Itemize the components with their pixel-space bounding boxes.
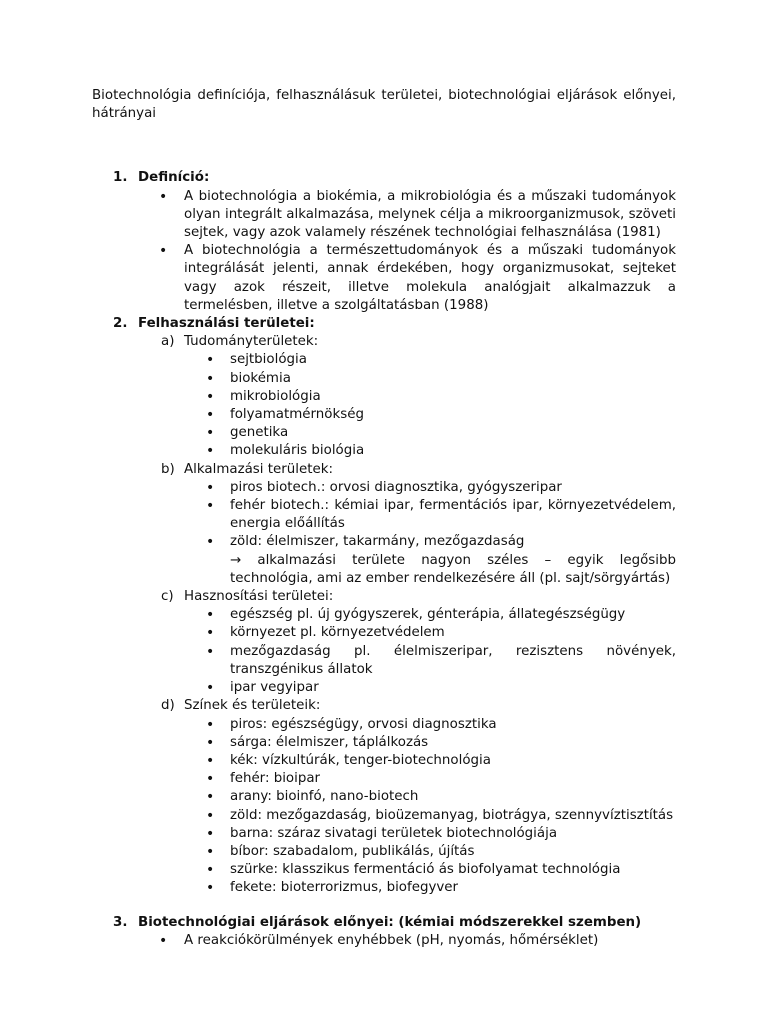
- section-number: 3.: [113, 914, 128, 930]
- bullet-icon: [206, 807, 214, 826]
- subsection-d: [92, 697, 676, 715]
- bullet-icon: [206, 879, 214, 898]
- list-item: [92, 351, 676, 369]
- list-item: [92, 861, 676, 879]
- section-heading-2: [92, 315, 676, 333]
- document-page: [92, 87, 676, 950]
- list-item-text: A biotechnológia a természettudományok és a műszaki tudományok integrálását jelenti, annak érdekében, hogy organizmusokat, sejteket vagy azok részeit, illetve molekula analógjait alkalmazzuk a termelésben, illetve a szolgáltatásban (1988): [184, 243, 676, 313]
- bullet-icon: [206, 406, 214, 425]
- list-item-text: barna: száraz sivatagi területek biotechnológiája: [230, 825, 558, 841]
- list-item-text: egészség pl. új gyógyszerek, génterápia, állategészségügy: [230, 607, 626, 623]
- list-item-text: mikrobiológia: [230, 388, 321, 404]
- list-item: [92, 716, 676, 734]
- list-item: [92, 624, 676, 642]
- list-item: [92, 770, 676, 788]
- bullet-icon: [206, 533, 214, 552]
- bullet-icon: [206, 734, 214, 753]
- bullet-icon: [206, 424, 214, 443]
- list-item-text: fekete: bioterrorizmus, biofegyver: [230, 880, 459, 896]
- subsection-a: [92, 333, 676, 351]
- list-item-text: fehér: bioipar: [230, 771, 321, 787]
- list-item-text: környezet pl. környezetvédelem: [230, 625, 445, 641]
- list-item-text: fehér biotech.: kémiai ipar, fermentációs ipar, környezetvédelem, energia előállítás: [230, 498, 676, 532]
- list-item-text: piros: egészségügy, orvosi diagnosztika: [230, 716, 497, 732]
- document-title: Biotechnológia definíciója, felhasználásuk területei, biotechnológiai eljárások előnyei, hátrányai: [92, 88, 676, 122]
- list-item-text: sárga: élelmiszer, táplálkozás: [230, 734, 429, 750]
- list-item-text: molekuláris biológia: [230, 443, 365, 459]
- bullet-icon: [206, 388, 214, 407]
- list-item: [92, 188, 676, 243]
- list-item-text: biokémia: [230, 370, 291, 386]
- list-item-text: sejtbiológia: [230, 352, 307, 368]
- list-item-text: kék: vízkultúrák, tenger-biotechnológia: [230, 752, 491, 768]
- section-number: 1.: [113, 170, 128, 186]
- bullet-icon: [206, 606, 214, 625]
- list-item: [92, 734, 676, 752]
- list-item: [92, 643, 676, 679]
- bullet-icon: [206, 770, 214, 789]
- list-item-text: zöld: élelmiszer, takarmány, mezőgazdaság: [230, 534, 525, 550]
- bullet-icon: [206, 497, 214, 516]
- list-item: [92, 442, 676, 460]
- list-item: [92, 533, 676, 551]
- bullet-icon: [159, 242, 167, 261]
- subsection-label: Alkalmazási területek:: [184, 461, 333, 477]
- bullet-icon: [206, 788, 214, 807]
- bullet-icon: [206, 861, 214, 880]
- subsection-label: Színek és területeik:: [184, 698, 321, 714]
- bullet-icon: [206, 370, 214, 389]
- bullet-icon: [159, 932, 167, 951]
- list-item-text: folyamatmérnökség: [230, 407, 364, 423]
- list-item-text: ipar vegyipar: [230, 680, 319, 696]
- bullet-icon: [159, 188, 167, 207]
- section-heading-3: [92, 914, 676, 932]
- section-title: Definíció:: [138, 170, 210, 186]
- list-item: [92, 388, 676, 406]
- list-item: [92, 406, 676, 424]
- subsection-letter: a): [161, 334, 175, 350]
- section-number: 2.: [113, 316, 128, 332]
- list-item: [92, 807, 676, 825]
- list-item: [92, 788, 676, 806]
- list-item: [92, 752, 676, 770]
- section-title: Biotechnológiai eljárások előnyei: (kémiai módszerekkel szemben): [138, 914, 642, 930]
- list-item: [92, 879, 676, 897]
- subsection-letter: b): [161, 461, 175, 477]
- bullet-icon: [206, 624, 214, 643]
- list-item-text: zöld: mezőgazdaság, bioüzemanyag, biotrágya, szennyvíztisztítás: [230, 807, 674, 823]
- bullet-icon: [206, 843, 214, 862]
- subsection-letter: d): [161, 698, 175, 714]
- list-item: [92, 679, 676, 697]
- subsection-c: [92, 588, 676, 606]
- list-item: [92, 424, 676, 442]
- subsection-label: Hasznosítási területei:: [184, 589, 334, 605]
- bullet-icon: [206, 825, 214, 844]
- list-item-text: piros biotech.: orvosi diagnosztika, gyógyszeripar: [230, 479, 562, 495]
- list-item: [92, 497, 676, 533]
- bullet-icon: [206, 442, 214, 461]
- list-item-text: bíbor: szabadalom, publikálás, újítás: [230, 843, 475, 859]
- section-heading-1: [92, 169, 676, 187]
- subsection-b: [92, 461, 676, 479]
- list-item-text: arany: bioinfó, nano-biotech: [230, 789, 419, 805]
- list-item-text: A biotechnológia a biokémia, a mikrobiológia és a műszaki tudományok olyan integrált alkalmazása, melynek célja a mikroorganizmusok, szöveti sejtek, vagy azok valamely részének technológiai felhasználása (1981): [184, 188, 676, 241]
- list-item-text: genetika: [230, 425, 289, 441]
- list-item: [92, 242, 676, 315]
- list-item: [92, 479, 676, 497]
- list-item: [92, 370, 676, 388]
- list-item-text: mezőgazdaság pl. élelmiszeripar, rezisztens növények, transzgénikus állatok: [230, 643, 676, 677]
- bullet-icon: [206, 351, 214, 370]
- list-item-text: A reakciókörülmények enyhébbek (pH, nyomás, hőmérséklet): [184, 932, 599, 948]
- bullet-icon: [206, 752, 214, 771]
- list-item: [92, 825, 676, 843]
- section-title: Felhasználási területei:: [138, 316, 315, 332]
- bullet-icon: [206, 716, 214, 735]
- list-item: [92, 606, 676, 624]
- subsection-label: Tudományterületek:: [184, 334, 319, 350]
- list-item: [92, 932, 676, 950]
- list-item-text: szürke: klasszikus fermentáció ás biofolyamat technológia: [230, 862, 621, 878]
- list-item: [92, 843, 676, 861]
- bullet-icon: [206, 643, 214, 662]
- bullet-icon: [206, 679, 214, 698]
- subsection-letter: c): [161, 589, 174, 605]
- bullet-icon: [206, 479, 214, 498]
- arrow-note: → alkalmazási területe nagyon széles – egyik legősibb technológia, ami az ember rendelkezésére áll (pl. sajt/sörgyártás): [230, 552, 676, 586]
